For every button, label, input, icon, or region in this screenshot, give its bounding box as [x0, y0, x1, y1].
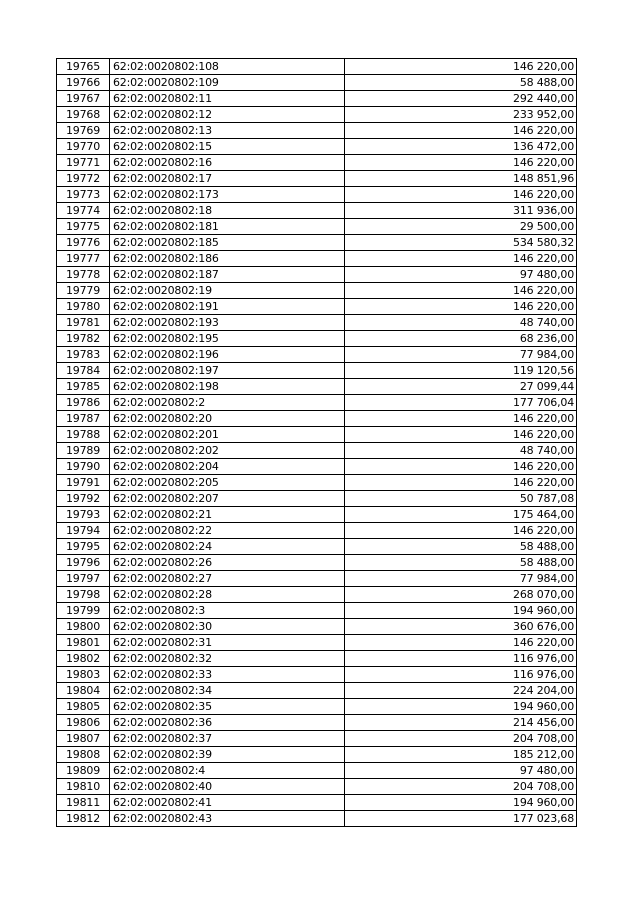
table-row	[57, 443, 577, 459]
cadastral-number-cell: 62:02:0020802:18	[110, 203, 345, 219]
row-number-cell: 19791	[57, 475, 110, 491]
table-row	[57, 619, 577, 635]
table-row	[57, 267, 577, 283]
cadastral-value-cell: 148 851,96	[345, 171, 577, 187]
table-row	[57, 715, 577, 731]
cadastral-value-cell: 146 220,00	[345, 411, 577, 427]
cadastral-value-cell: 29 500,00	[345, 219, 577, 235]
row-number-cell: 19765	[57, 59, 110, 75]
cadastral-value-cell: 58 488,00	[345, 539, 577, 555]
cadastral-value-cell: 146 220,00	[345, 459, 577, 475]
row-number-cell: 19802	[57, 651, 110, 667]
cadastral-number-cell: 62:02:0020802:11	[110, 91, 345, 107]
cadastral-value-cell: 204 708,00	[345, 731, 577, 747]
cadastral-number-cell: 62:02:0020802:40	[110, 779, 345, 795]
cadastral-number-cell: 62:02:0020802:204	[110, 459, 345, 475]
table-row	[57, 523, 577, 539]
cadastral-value-cell: 119 120,56	[345, 363, 577, 379]
row-number-cell: 19776	[57, 235, 110, 251]
cadastral-number-cell: 62:02:0020802:201	[110, 427, 345, 443]
cadastral-value-cell: 311 936,00	[345, 203, 577, 219]
table-row	[57, 427, 577, 443]
cadastral-value-cell: 58 488,00	[345, 75, 577, 91]
cadastral-number-cell: 62:02:0020802:20	[110, 411, 345, 427]
table-row	[57, 587, 577, 603]
row-number-cell: 19782	[57, 331, 110, 347]
cadastral-number-cell: 62:02:0020802:33	[110, 667, 345, 683]
table-row	[57, 555, 577, 571]
row-number-cell: 19778	[57, 267, 110, 283]
cadastral-number-cell: 62:02:0020802:41	[110, 795, 345, 811]
cadastral-value-cell: 116 976,00	[345, 651, 577, 667]
cadastral-value-cell: 48 740,00	[345, 315, 577, 331]
table-row	[57, 651, 577, 667]
table-row	[57, 91, 577, 107]
row-number-cell: 19769	[57, 123, 110, 139]
cadastral-value-cell: 146 220,00	[345, 155, 577, 171]
cadastral-number-cell: 62:02:0020802:187	[110, 267, 345, 283]
cadastral-value-cell: 97 480,00	[345, 763, 577, 779]
table-row	[57, 379, 577, 395]
table-row	[57, 235, 577, 251]
table-row	[57, 219, 577, 235]
row-number-cell: 19768	[57, 107, 110, 123]
row-number-cell: 19784	[57, 363, 110, 379]
table-row	[57, 331, 577, 347]
cadastral-value-cell: 146 220,00	[345, 251, 577, 267]
table-row	[57, 395, 577, 411]
cadastral-value-cell: 214 456,00	[345, 715, 577, 731]
cadastral-value-table	[56, 58, 577, 827]
table-row	[57, 283, 577, 299]
cadastral-number-cell: 62:02:0020802:27	[110, 571, 345, 587]
table-row	[57, 203, 577, 219]
cadastral-number-cell: 62:02:0020802:16	[110, 155, 345, 171]
cadastral-value-cell: 292 440,00	[345, 91, 577, 107]
cadastral-number-cell: 62:02:0020802:34	[110, 683, 345, 699]
table-row	[57, 363, 577, 379]
table-row	[57, 155, 577, 171]
cadastral-value-cell: 177 706,04	[345, 395, 577, 411]
cadastral-number-cell: 62:02:0020802:31	[110, 635, 345, 651]
table-row	[57, 731, 577, 747]
cadastral-value-cell: 146 220,00	[345, 475, 577, 491]
cadastral-number-cell: 62:02:0020802:196	[110, 347, 345, 363]
row-number-cell: 19779	[57, 283, 110, 299]
row-number-cell: 19798	[57, 587, 110, 603]
cadastral-number-cell: 62:02:0020802:198	[110, 379, 345, 395]
cadastral-number-cell: 62:02:0020802:12	[110, 107, 345, 123]
cadastral-number-cell: 62:02:0020802:22	[110, 523, 345, 539]
cadastral-value-cell: 146 220,00	[345, 635, 577, 651]
cadastral-number-cell: 62:02:0020802:108	[110, 59, 345, 75]
cadastral-number-cell: 62:02:0020802:193	[110, 315, 345, 331]
row-number-cell: 19789	[57, 443, 110, 459]
row-number-cell: 19790	[57, 459, 110, 475]
row-number-cell: 19811	[57, 795, 110, 811]
cadastral-value-cell: 194 960,00	[345, 699, 577, 715]
row-number-cell: 19794	[57, 523, 110, 539]
cadastral-value-cell: 68 236,00	[345, 331, 577, 347]
row-number-cell: 19804	[57, 683, 110, 699]
cadastral-value-cell: 50 787,08	[345, 491, 577, 507]
row-number-cell: 19809	[57, 763, 110, 779]
table-row	[57, 539, 577, 555]
cadastral-number-cell: 62:02:0020802:186	[110, 251, 345, 267]
cadastral-value-cell: 233 952,00	[345, 107, 577, 123]
cadastral-value-cell: 360 676,00	[345, 619, 577, 635]
row-number-cell: 19806	[57, 715, 110, 731]
row-number-cell: 19801	[57, 635, 110, 651]
cadastral-number-cell: 62:02:0020802:43	[110, 811, 345, 827]
cadastral-value-cell: 116 976,00	[345, 667, 577, 683]
cadastral-number-cell: 62:02:0020802:30	[110, 619, 345, 635]
table-row	[57, 347, 577, 363]
cadastral-number-cell: 62:02:0020802:26	[110, 555, 345, 571]
table-row	[57, 507, 577, 523]
table-row	[57, 299, 577, 315]
row-number-cell: 19781	[57, 315, 110, 331]
table-row	[57, 251, 577, 267]
cadastral-number-cell: 62:02:0020802:205	[110, 475, 345, 491]
table-row	[57, 571, 577, 587]
cadastral-value-cell: 136 472,00	[345, 139, 577, 155]
table-row	[57, 123, 577, 139]
table-row	[57, 811, 577, 827]
cadastral-number-cell: 62:02:0020802:2	[110, 395, 345, 411]
cadastral-value-cell: 146 220,00	[345, 283, 577, 299]
cadastral-value-cell: 224 204,00	[345, 683, 577, 699]
cadastral-number-cell: 62:02:0020802:195	[110, 331, 345, 347]
row-number-cell: 19767	[57, 91, 110, 107]
cadastral-value-cell: 177 023,68	[345, 811, 577, 827]
row-number-cell: 19808	[57, 747, 110, 763]
cadastral-value-cell: 534 580,32	[345, 235, 577, 251]
cadastral-value-cell: 175 464,00	[345, 507, 577, 523]
row-number-cell: 19803	[57, 667, 110, 683]
table-row	[57, 779, 577, 795]
row-number-cell: 19775	[57, 219, 110, 235]
cadastral-value-cell: 146 220,00	[345, 59, 577, 75]
cadastral-value-cell: 27 099,44	[345, 379, 577, 395]
cadastral-number-cell: 62:02:0020802:32	[110, 651, 345, 667]
cadastral-number-cell: 62:02:0020802:17	[110, 171, 345, 187]
table-row	[57, 107, 577, 123]
cadastral-number-cell: 62:02:0020802:36	[110, 715, 345, 731]
table-row	[57, 795, 577, 811]
cadastral-number-cell: 62:02:0020802:197	[110, 363, 345, 379]
cadastral-value-cell: 97 480,00	[345, 267, 577, 283]
cadastral-value-cell: 146 220,00	[345, 187, 577, 203]
table-row	[57, 667, 577, 683]
cadastral-value-cell: 146 220,00	[345, 123, 577, 139]
row-number-cell: 19783	[57, 347, 110, 363]
row-number-cell: 19772	[57, 171, 110, 187]
table-row	[57, 635, 577, 651]
table-row	[57, 187, 577, 203]
cadastral-number-cell: 62:02:0020802:173	[110, 187, 345, 203]
row-number-cell: 19788	[57, 427, 110, 443]
table-row	[57, 139, 577, 155]
row-number-cell: 19810	[57, 779, 110, 795]
table-row	[57, 475, 577, 491]
row-number-cell: 19812	[57, 811, 110, 827]
cadastral-number-cell: 62:02:0020802:13	[110, 123, 345, 139]
row-number-cell: 19807	[57, 731, 110, 747]
cadastral-number-cell: 62:02:0020802:35	[110, 699, 345, 715]
cadastral-number-cell: 62:02:0020802:39	[110, 747, 345, 763]
row-number-cell: 19795	[57, 539, 110, 555]
cadastral-number-cell: 62:02:0020802:185	[110, 235, 345, 251]
row-number-cell: 19780	[57, 299, 110, 315]
table-row	[57, 59, 577, 75]
table-row	[57, 747, 577, 763]
row-number-cell: 19799	[57, 603, 110, 619]
table-body	[57, 59, 577, 827]
row-number-cell: 19787	[57, 411, 110, 427]
table-row	[57, 603, 577, 619]
row-number-cell: 19797	[57, 571, 110, 587]
row-number-cell: 19796	[57, 555, 110, 571]
cadastral-value-cell: 58 488,00	[345, 555, 577, 571]
row-number-cell: 19805	[57, 699, 110, 715]
cadastral-number-cell: 62:02:0020802:191	[110, 299, 345, 315]
table-row	[57, 491, 577, 507]
table-row	[57, 171, 577, 187]
cadastral-value-cell: 194 960,00	[345, 603, 577, 619]
cadastral-value-cell: 77 984,00	[345, 571, 577, 587]
cadastral-value-cell: 77 984,00	[345, 347, 577, 363]
row-number-cell: 19766	[57, 75, 110, 91]
row-number-cell: 19793	[57, 507, 110, 523]
table-row	[57, 459, 577, 475]
table-row	[57, 763, 577, 779]
row-number-cell: 19792	[57, 491, 110, 507]
cadastral-number-cell: 62:02:0020802:15	[110, 139, 345, 155]
row-number-cell: 19777	[57, 251, 110, 267]
cadastral-number-cell: 62:02:0020802:3	[110, 603, 345, 619]
cadastral-number-cell: 62:02:0020802:202	[110, 443, 345, 459]
table-row	[57, 411, 577, 427]
cadastral-value-cell: 146 220,00	[345, 427, 577, 443]
cadastral-value-cell: 146 220,00	[345, 299, 577, 315]
cadastral-number-cell: 62:02:0020802:109	[110, 75, 345, 91]
cadastral-value-cell: 185 212,00	[345, 747, 577, 763]
cadastral-number-cell: 62:02:0020802:181	[110, 219, 345, 235]
cadastral-value-cell: 48 740,00	[345, 443, 577, 459]
table-row	[57, 75, 577, 91]
cadastral-number-cell: 62:02:0020802:4	[110, 763, 345, 779]
table-row	[57, 699, 577, 715]
row-number-cell: 19786	[57, 395, 110, 411]
row-number-cell: 19773	[57, 187, 110, 203]
cadastral-number-cell: 62:02:0020802:207	[110, 491, 345, 507]
row-number-cell: 19771	[57, 155, 110, 171]
cadastral-number-cell: 62:02:0020802:24	[110, 539, 345, 555]
cadastral-value-cell: 194 960,00	[345, 795, 577, 811]
table-row	[57, 683, 577, 699]
cadastral-number-cell: 62:02:0020802:19	[110, 283, 345, 299]
table-row	[57, 315, 577, 331]
cadastral-number-cell: 62:02:0020802:28	[110, 587, 345, 603]
cadastral-value-cell: 146 220,00	[345, 523, 577, 539]
cadastral-value-cell: 204 708,00	[345, 779, 577, 795]
cadastral-number-cell: 62:02:0020802:21	[110, 507, 345, 523]
row-number-cell: 19774	[57, 203, 110, 219]
row-number-cell: 19770	[57, 139, 110, 155]
cadastral-value-cell: 268 070,00	[345, 587, 577, 603]
cadastral-number-cell: 62:02:0020802:37	[110, 731, 345, 747]
row-number-cell: 19800	[57, 619, 110, 635]
row-number-cell: 19785	[57, 379, 110, 395]
